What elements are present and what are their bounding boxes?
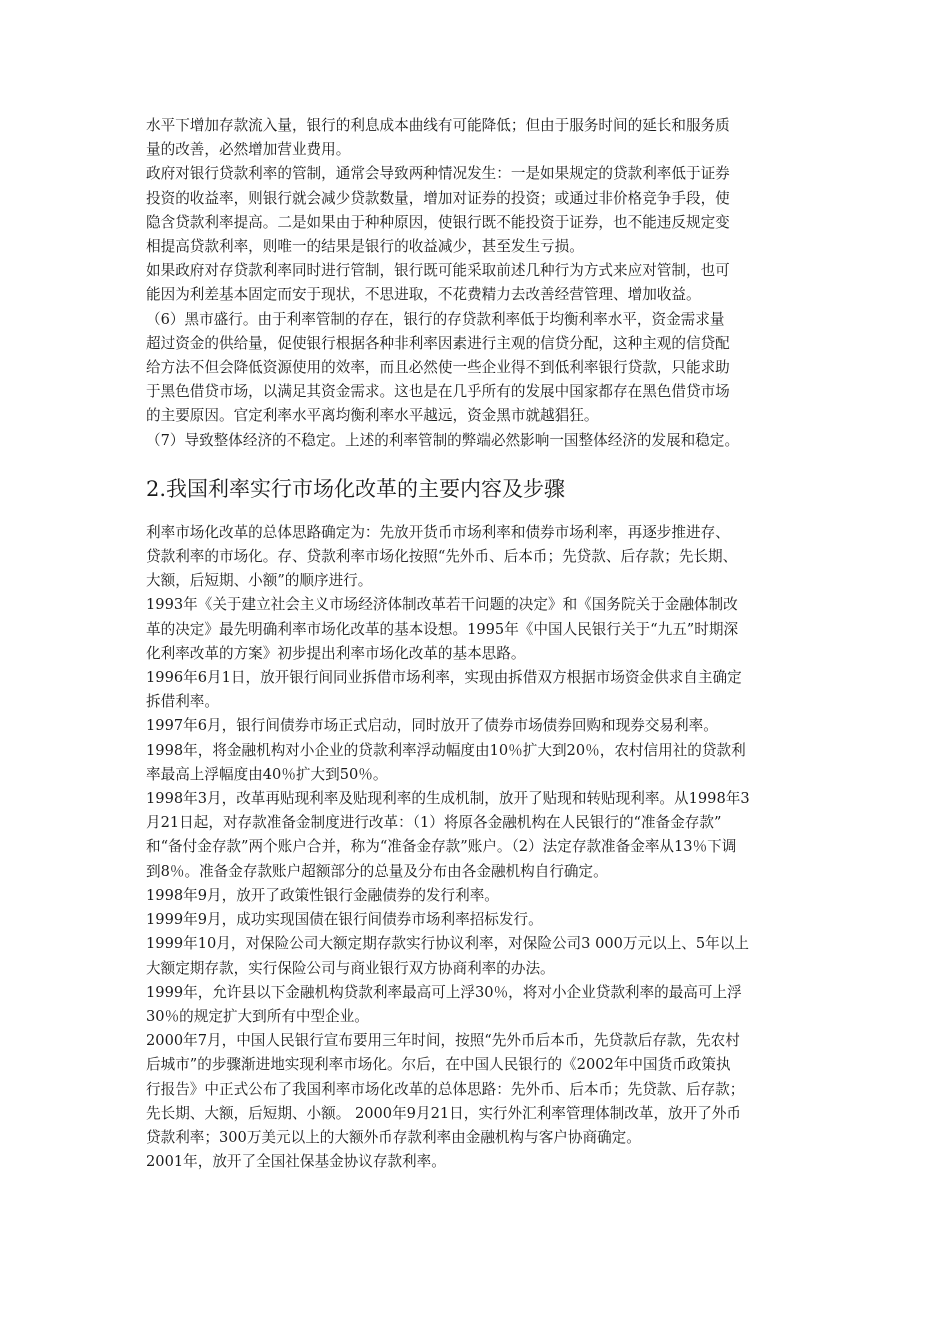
paragraph-economic-instability: （7）导致整体经济的不稳定。上述的利率管制的弊端必然影响一国整体经济的发展和稳定。 bbox=[146, 431, 740, 449]
paragraph-1998: 1998年，将金融机构对小企业的贷款利率浮动幅度由10％扩大到20％，农村信用社的贷款利 率最高上浮幅度由40％扩大到50％。 bbox=[146, 741, 746, 783]
paragraph-1996-06: 1996年6月1日，放开银行间同业拆借市场利率，实现由拆借双方根据市场资金供求自主确定 拆借利率。 bbox=[146, 669, 742, 711]
paragraph-1998-03: 1998年3月，改革再贴现利率及贴现利率的生成机制，放开了贴现和转贴现利率。从1998年3 月21日起，对存款准备金制度进行改革：（1）将原各金融机构在人民银行的“准备金存款” 和“备付金存款”两个账户合并，称为“准备金存款”账户。（2）法定存款准备金率从13％下调 到8％。准备金存款账户超额部分的总量及分布由各金融机构自行确定。 bbox=[146, 790, 750, 880]
section-heading: 2.我国利率实行市场化改革的主要内容及步骤 bbox=[146, 476, 566, 501]
paragraph-1999-09: 1999年9月，成功实现国债在银行间债券市场利率招标发行。 bbox=[146, 911, 543, 929]
paragraph-dual-rate-control: 如果政府对存贷款利率同时进行管制，银行既可能采取前述几种行为方式来应对管制，也可 能因为利差基本固定而安于现状，不思进取，不花费精力去改善经营管理、增加收益。 bbox=[146, 262, 730, 304]
paragraph-1999-10: 1999年10月，对保险公司大额定期存款实行协议利率，对保险公司3 000万元以上、5年以上 大额定期存款，实行保险公司与商业银行双方协商利率的办法。 bbox=[146, 935, 749, 977]
paragraph-overall-approach: 利率市场化改革的总体思路确定为：先放开货币市场利率和债券市场利率，再逐步推进存、 贷款利率的市场化。存、贷款利率市场化按照“先外币、后本币；先贷款、后存款；先长期、 大额，后短期、小额”的顺序进行。 bbox=[146, 523, 738, 590]
paragraph-1997-06: 1997年6月，银行间债券市场正式启动，同时放开了债券市场债券回购和现券交易利率。 bbox=[146, 717, 718, 735]
paragraph-2000: 2000年7月，中国人民银行宣布要用三年时间，按照“先外币后本币，先贷款后存款，先农村 后城市”的步骤渐进地实现利率市场化。尔后，在中国人民银行的《2002年中国货币政策执 行报告》中正式公布了我国利率市场化改革的总体思路：先外币、后本币；先贷款、后存款； 先长期、大额，后短期、小额。 2000年9月21日，实行外汇利率管理体制改革，放开了外币 贷款利率；300万美元以上的大额外币存款利率由金融机构与客户协商确定。 bbox=[146, 1032, 745, 1146]
paragraph-1998-09: 1998年9月，放开了政策性银行金融债券的发行利率。 bbox=[146, 886, 499, 904]
paragraph-black-market: （6）黑市盛行。由于利率管制的存在，银行的存贷款利率低于均衡利率水平，资金需求量 超过资金的供给量，促使银行根据各种非利率因素进行主观的信贷分配，这种主观的信贷配 给方法不但会降低资源使用的效率，而且必然使一些企业得不到低利率银行贷款，只能求助 于黑色借贷市场，以满足其资金需求。这也是在几乎所有的发展中国家都存在黑色借贷市场 的主要原因。官定利率水平离均衡利率水平越远，资金黑市就越猖狂。 bbox=[146, 310, 730, 425]
paragraph-1999: 1999年，允许县以下金融机构贷款利率最高可上浮30％，将对小企业贷款利率的最高可上浮 30％的规定扩大到所有中型企业。 bbox=[146, 983, 742, 1025]
paragraph-2001: 2001年，放开了全国社保基金协议存款利率。 bbox=[146, 1153, 446, 1171]
paragraph-loan-rate-control: 政府对银行贷款利率的管制，通常会导致两种情况发生：一是如果规定的贷款利率低于证券 投资的收益率，则银行就会减少贷款数量，增加对证券的投资；或通过非价格竞争手段，使 隐含贷款利率提高。二是如果由于种种原因，使银行既不能投资于证券，也不能违反规定变 相提高贷款利率，则唯一的结果是银行的收益减少，甚至发生亏损。 bbox=[146, 165, 730, 256]
document-page bbox=[146, 114, 810, 1174]
paragraph-deposit-cost: 水平下增加存款流入量，银行的利息成本曲线有可能降低；但由于服务时间的延长和服务质 量的改善，必然增加营业费用。 bbox=[146, 117, 730, 159]
paragraph-1993-1995: 1993年《关于建立社会主义市场经济体制改革若干问题的决定》和《国务院关于金融体制改 革的决定》最先明确利率市场化改革的基本设想。1995年《中国人民银行关于“九五”时期深 化利率改革的方案》初步提出利率市场化改革的基本思路。 bbox=[146, 596, 739, 662]
